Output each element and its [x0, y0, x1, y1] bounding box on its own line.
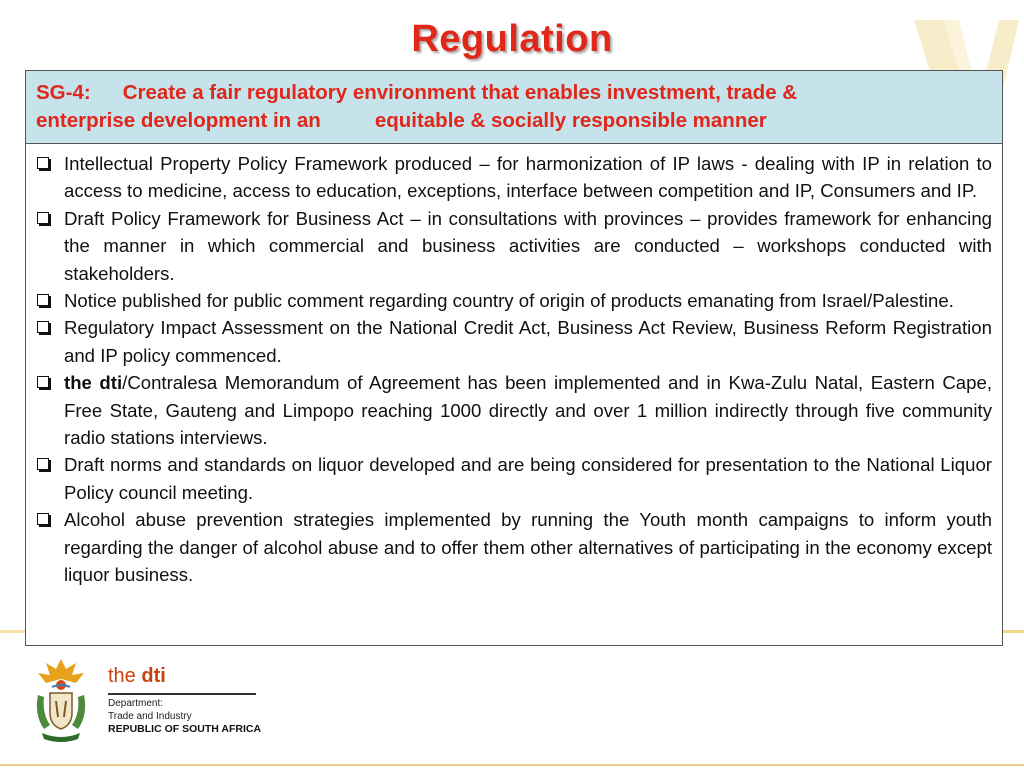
coat-of-arms-icon	[30, 655, 92, 743]
goal-line-2	[36, 107, 992, 135]
goal-text-line2a: enterprise development in an	[36, 109, 321, 132]
list-item	[36, 451, 992, 506]
bullet-text: Regulatory Impact Assessment on the National Credit Act, Business Act Review, Business Reform Registration and IP policy commenced.	[64, 317, 992, 366]
strategic-goal-header	[26, 71, 1002, 144]
checkbox-bullet-icon	[37, 458, 49, 470]
list-item	[36, 314, 992, 369]
bullet-text: Draft Policy Framework for Business Act – in consultations with provinces – provides framework for enhancing the manner in which commercial and business activities are conducted – workshops conducted with stakeholders.	[64, 207, 992, 284]
achievements-list	[26, 144, 1002, 589]
dti-wordmark: the dti	[108, 665, 166, 687]
list-item	[36, 506, 992, 588]
checkbox-bullet-icon	[37, 376, 49, 388]
list-item	[36, 205, 992, 287]
content-table	[25, 70, 1003, 646]
checkbox-bullet-icon	[37, 212, 49, 224]
checkbox-bullet-icon	[37, 157, 49, 169]
bullet-text: Draft norms and standards on liquor developed and are being considered for presentation to the National Liquor Policy council meeting.	[64, 454, 992, 503]
bullet-text: /Contralesa Memorandum of Agreement has been implemented and in Kwa-Zulu Natal, Eastern Cape, Free State, Gauteng and Limpopo reaching 1000 directly and over 1 million indirectly through five community radio stations interviews.	[64, 372, 992, 449]
bullet-text: Intellectual Property Policy Framework produced – for harmonization of IP laws - dealing with IP in relation to access to medicine, access to education, exceptions, interface between competition and IP, Consumers and IP.	[64, 153, 992, 202]
checkbox-bullet-icon	[37, 513, 49, 525]
decorative-bottom-line	[0, 764, 1024, 766]
logo-divider	[108, 693, 256, 695]
goal-code: SG-4:	[36, 81, 91, 104]
goal-line-1	[36, 79, 992, 107]
bullet-bold-prefix: the dti	[64, 372, 123, 394]
checkbox-bullet-icon	[37, 294, 49, 306]
slide-title: Regulation	[411, 18, 613, 60]
list-item	[36, 369, 992, 451]
goal-text-line1: Create a fair regulatory environment that enables investment, trade &	[122, 81, 798, 104]
list-item	[36, 150, 992, 205]
department-label: Department: Trade and Industry	[108, 698, 192, 722]
bullet-text: Alcohol abuse prevention strategies implemented by running the Youth month campaigns to inform youth regarding the danger of alcohol abuse and to offer them other alternatives of participating in the economy except liquor business.	[64, 509, 992, 586]
goal-text-line2b: equitable & socially responsible manner	[374, 109, 767, 132]
country-label: REPUBLIC OF SOUTH AFRICA	[108, 723, 262, 735]
bullet-text: Notice published for public comment regarding country of origin of products emanating from Israel/Palestine.	[64, 290, 954, 312]
list-item	[36, 287, 992, 314]
dti-logo	[30, 655, 270, 745]
checkbox-bullet-icon	[37, 321, 49, 333]
